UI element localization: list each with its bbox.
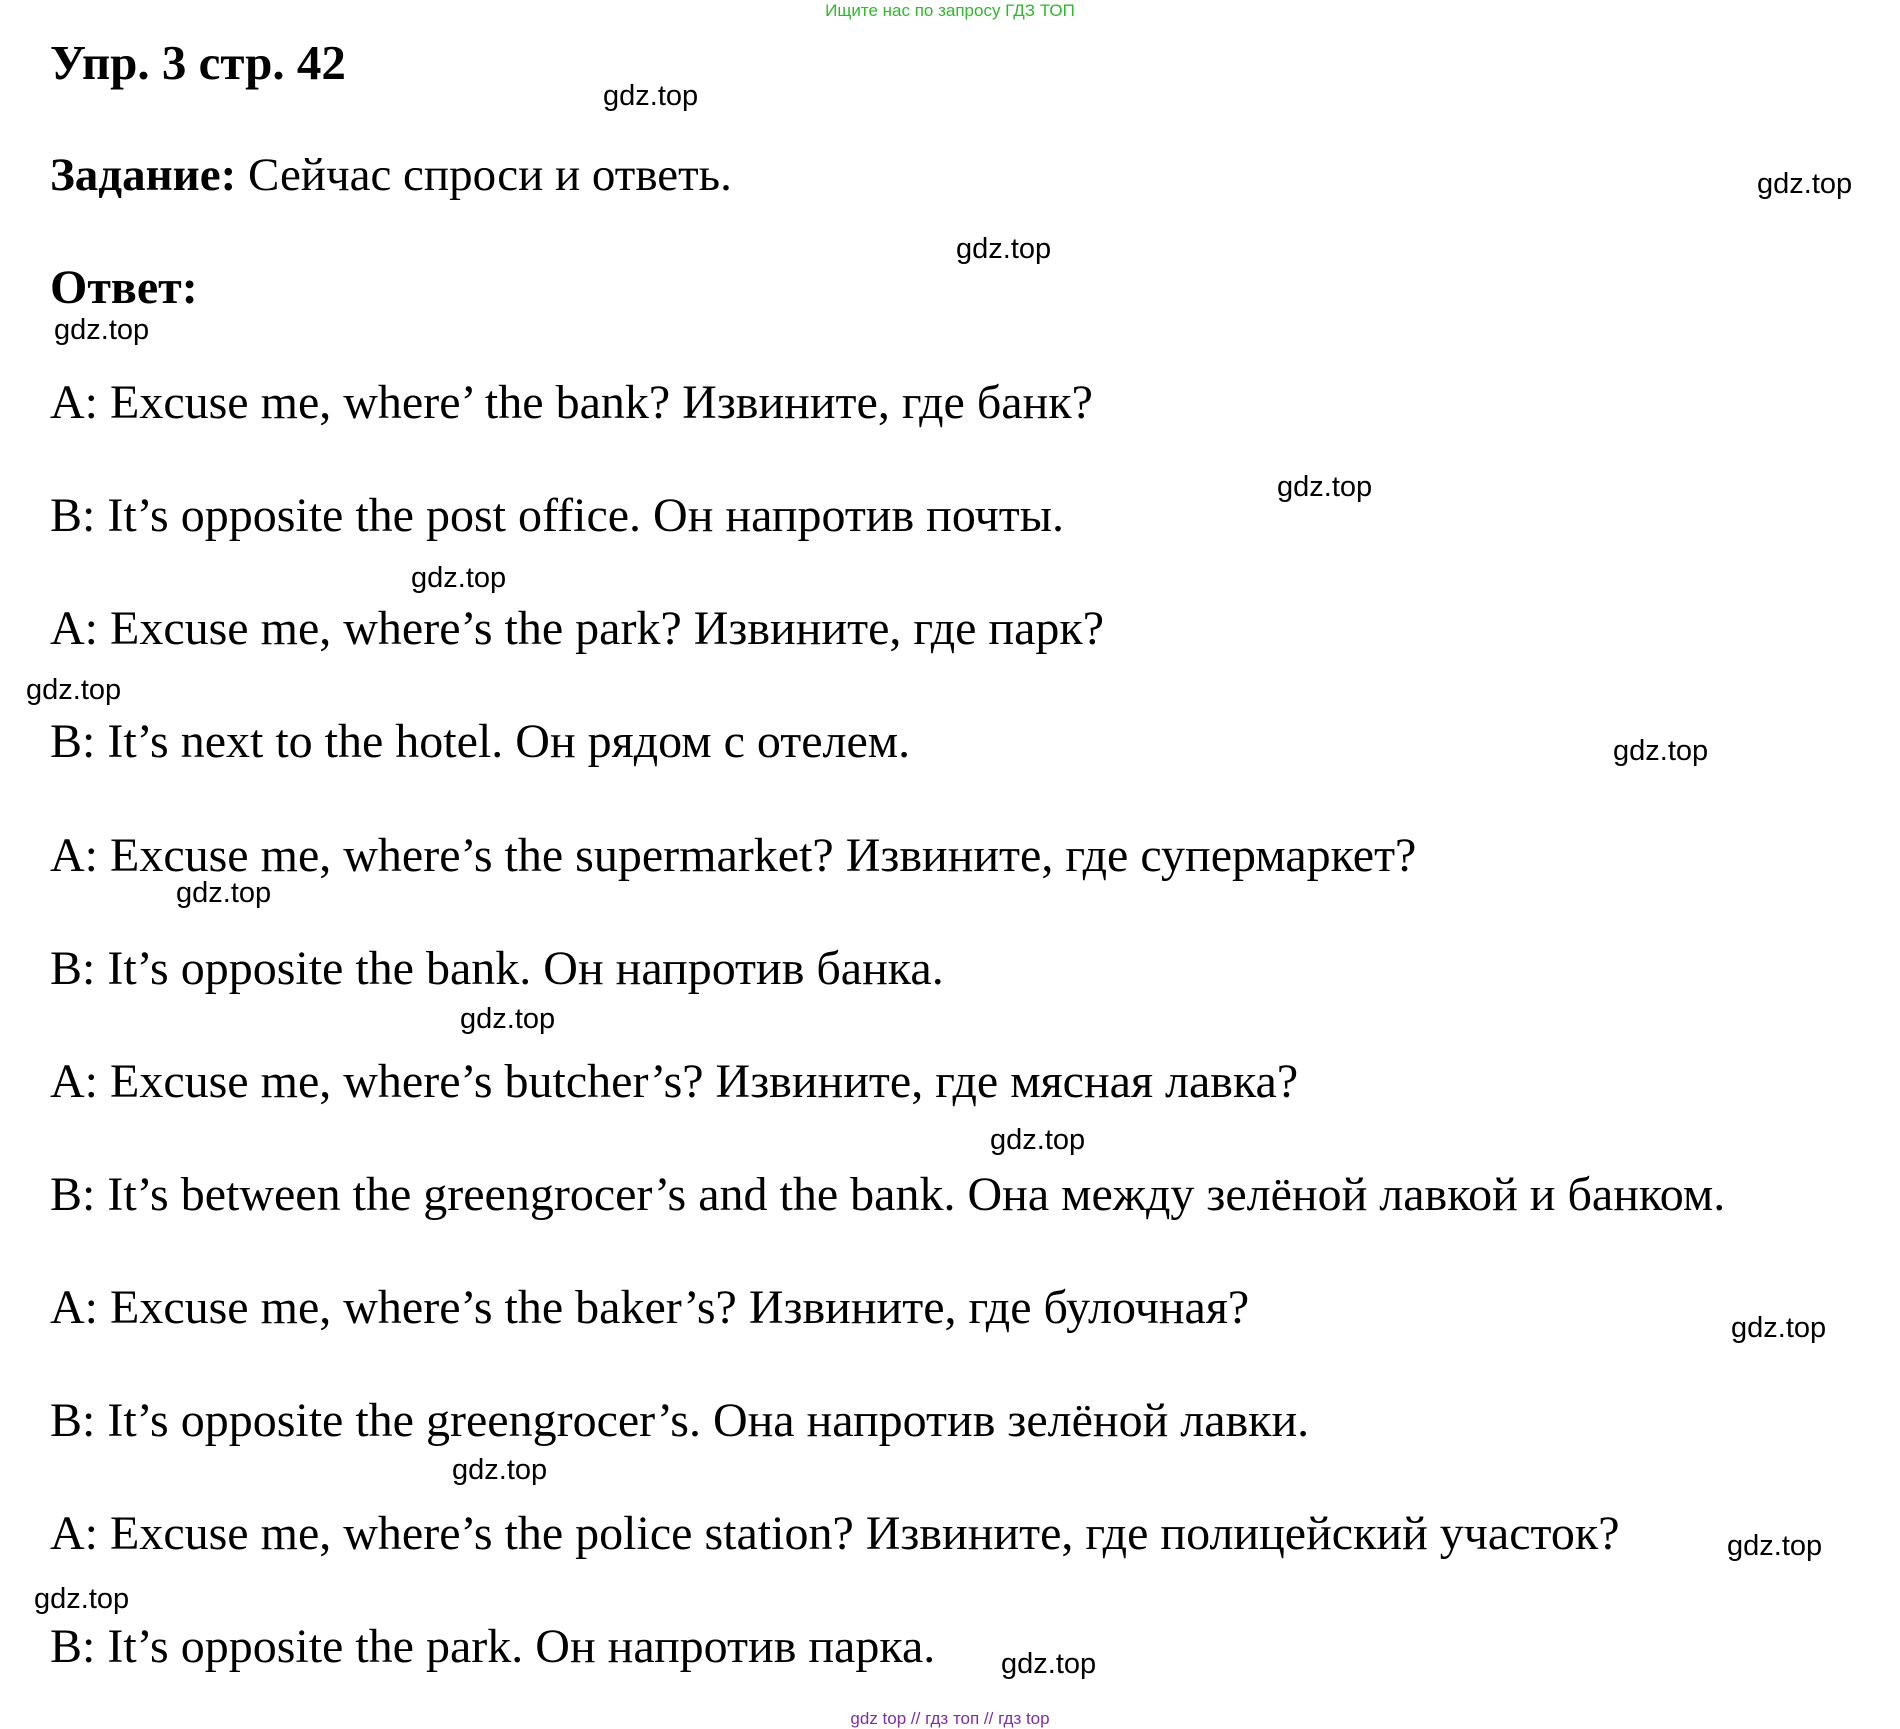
- watermark: gdz.top: [34, 1583, 130, 1615]
- watermark: gdz.top: [1277, 471, 1373, 503]
- watermark: gdz.top: [956, 233, 1052, 265]
- watermark: gdz.top: [990, 1124, 1086, 1156]
- watermark: gdz.top: [54, 314, 150, 346]
- dialog-line: A: Excuse me, where’s the park? Извините, где парк?: [50, 602, 1105, 655]
- dialog-line: A: Excuse me, where’s the police station? Извините, где полицейский участок?: [50, 1507, 1620, 1560]
- dialog-line: B: It’s opposite the park. Он напротив парка.: [50, 1620, 936, 1673]
- page-title: Упр. 3 стр. 42: [50, 35, 346, 90]
- task-label: Задание:: [50, 149, 237, 201]
- watermark: gdz.top: [1731, 1312, 1827, 1344]
- task-text: Сейчас спроси и ответь.: [236, 149, 732, 201]
- watermark: gdz.top: [452, 1454, 548, 1486]
- dialog-line: B: It’s opposite the post office. Он напротив почты.: [50, 489, 1064, 542]
- watermark: gdz.top: [176, 877, 272, 909]
- watermark: gdz.top: [1001, 1648, 1097, 1680]
- top-banner: Ищите нас по запросу ГДЗ ТОП: [825, 1, 1075, 20]
- dialog-line: B: It’s between the greengrocer’s and the bank. Она между зелёной лавкой и банком.: [50, 1168, 1726, 1221]
- watermark: gdz.top: [1727, 1530, 1823, 1562]
- watermark: gdz.top: [26, 674, 122, 706]
- footer-links: gdz top // гдз топ // гдз top: [850, 1709, 1050, 1728]
- dialog-line: B: It’s opposite the greengrocer’s. Она напротив зелёной лавки.: [50, 1394, 1310, 1447]
- watermark: gdz.top: [411, 562, 507, 594]
- dialog-line: B: It’s next to the hotel. Он рядом с отелем.: [50, 715, 911, 768]
- dialog-line: A: Excuse me, where’ the bank? Извините, где банк?: [50, 376, 1093, 429]
- watermark: gdz.top: [603, 80, 699, 112]
- watermark: gdz.top: [1613, 735, 1709, 767]
- dialog-line: A: Excuse me, where’s butcher’s? Извините, где мясная лавка?: [50, 1055, 1299, 1108]
- watermark: gdz.top: [1757, 168, 1853, 200]
- answer-label: Ответ:: [50, 261, 198, 314]
- dialog-line: B: It’s opposite the bank. Он напротив банка.: [50, 942, 944, 995]
- watermark: gdz.top: [460, 1003, 556, 1035]
- task-line: [50, 148, 732, 202]
- dialog-line: A: Excuse me, where’s the baker’s? Извините, где булочная?: [50, 1281, 1250, 1334]
- dialog-line: A: Excuse me, where’s the supermarket? Извините, где супермаркет?: [50, 829, 1417, 882]
